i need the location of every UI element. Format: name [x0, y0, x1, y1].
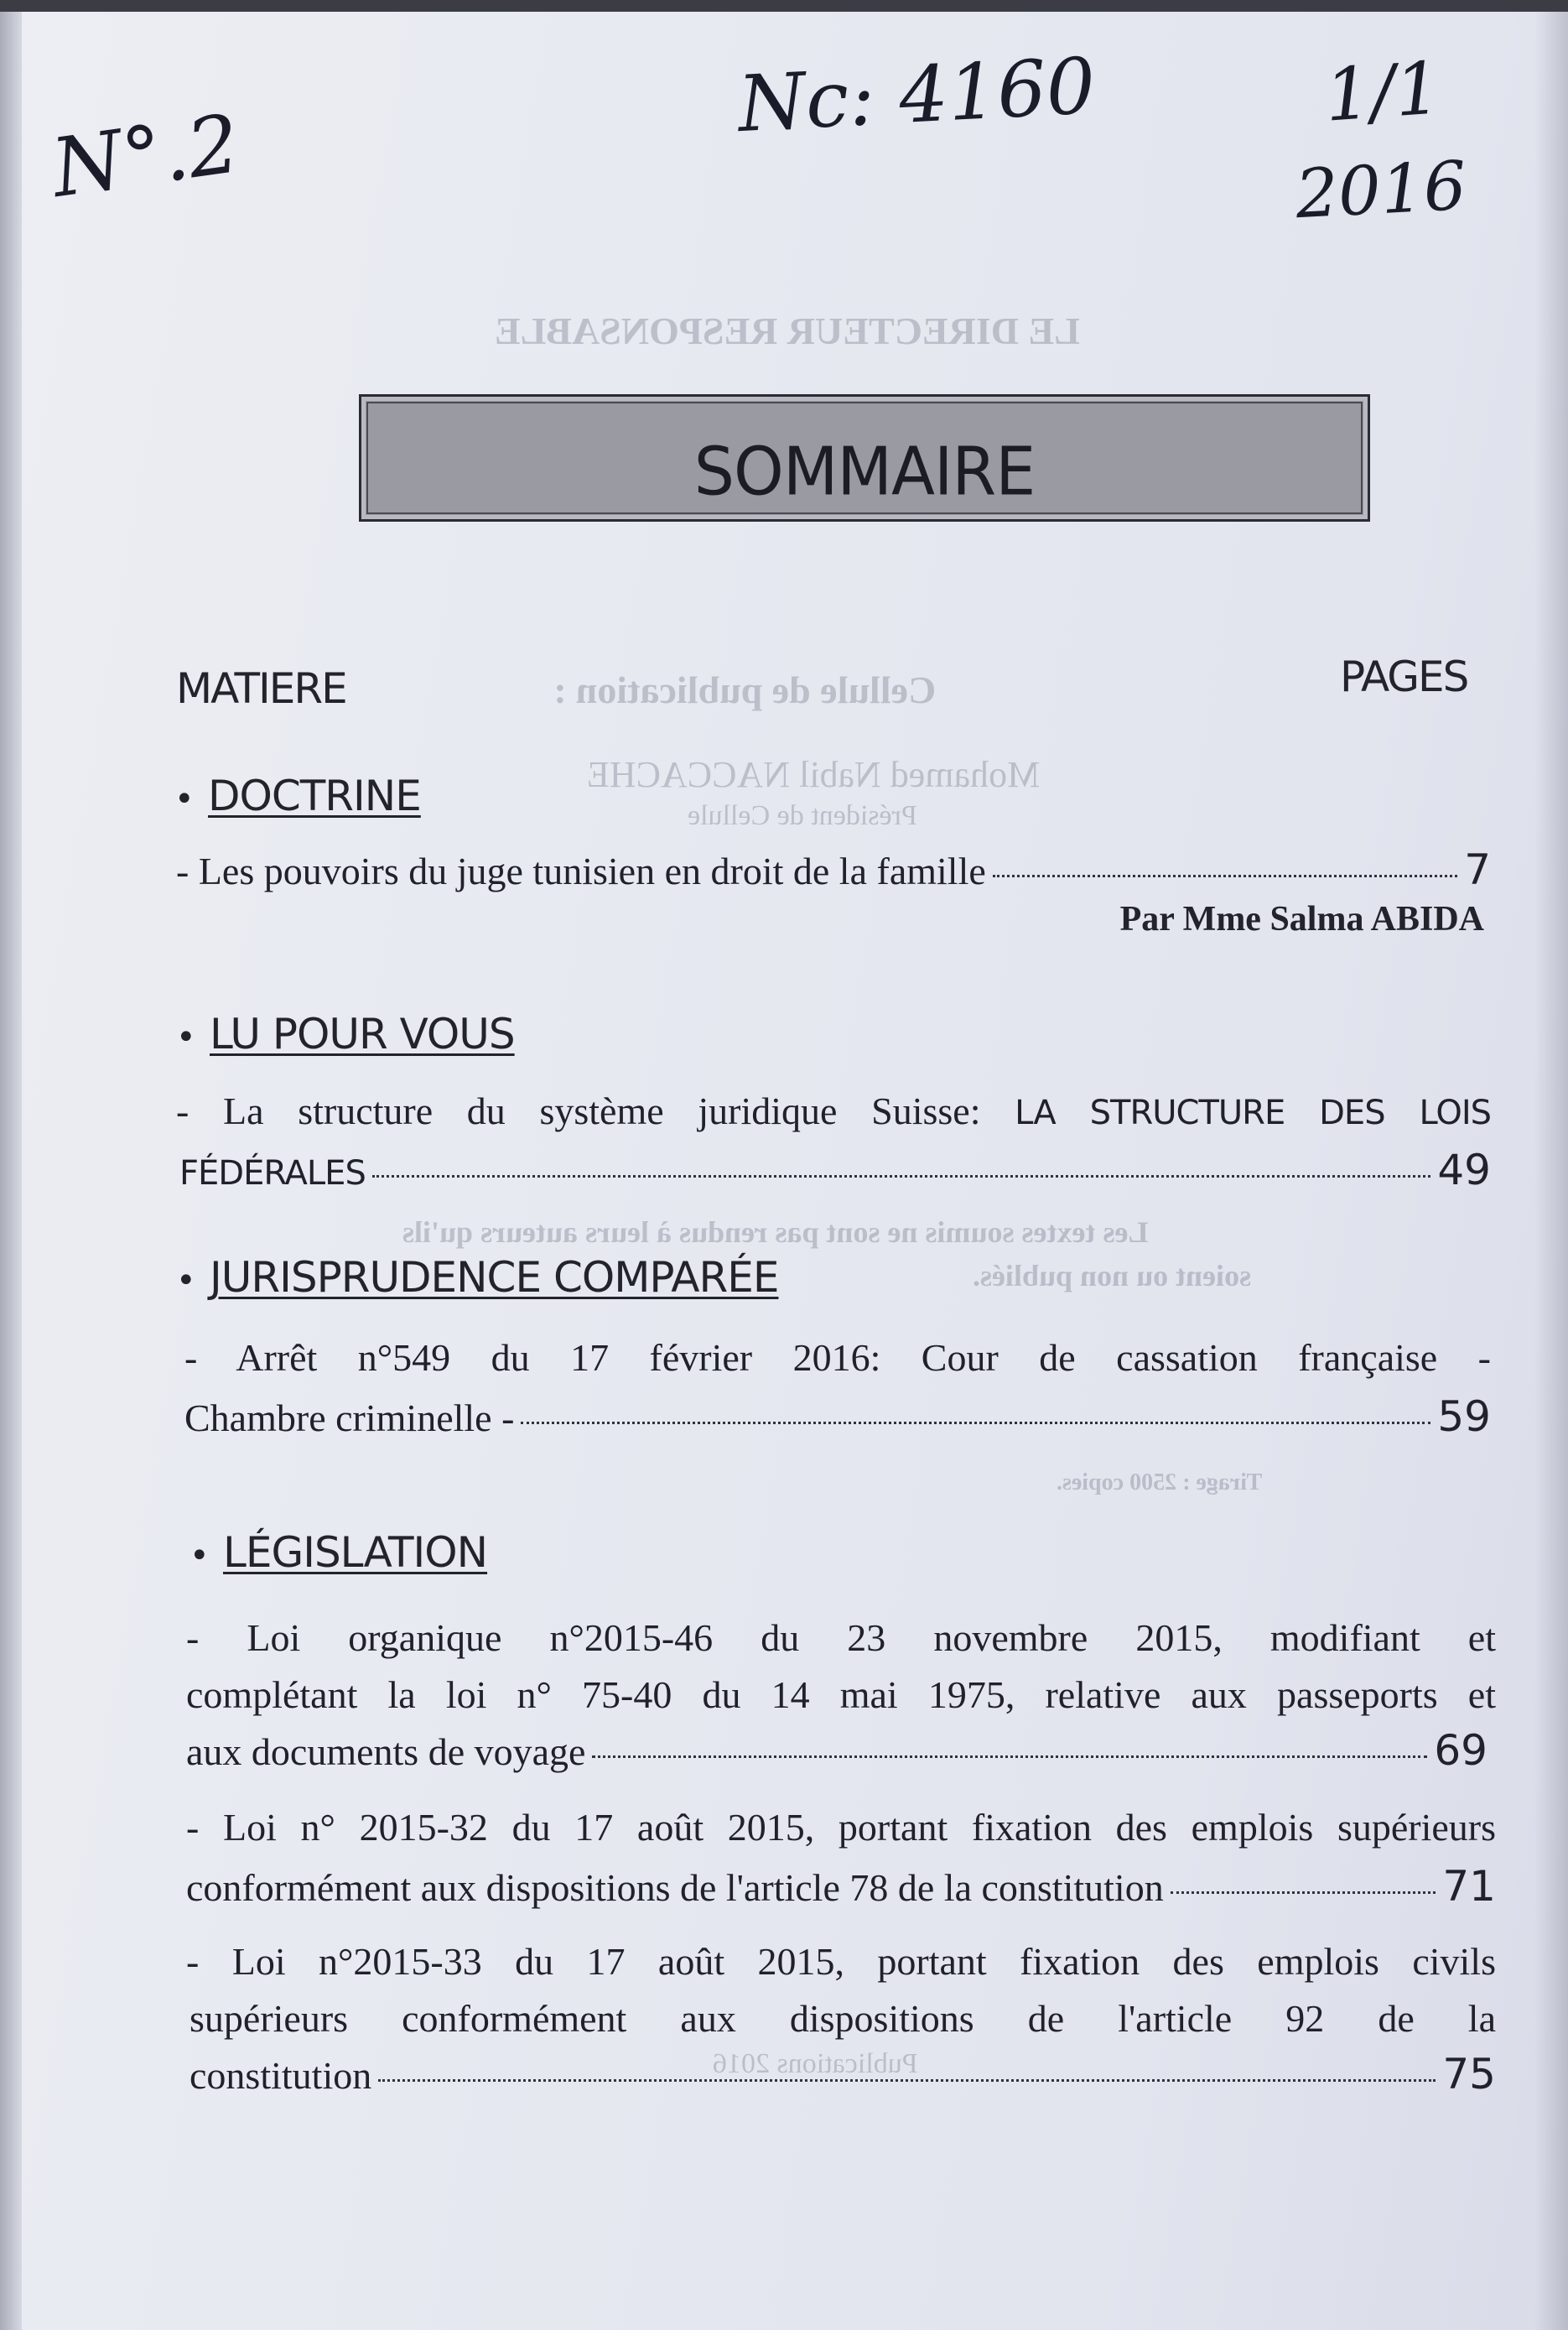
toc-page-number: 75 [1442, 2050, 1496, 2099]
dot-leader [1171, 1891, 1436, 1894]
handwritten-number: N°.2 [46, 96, 246, 216]
toc-entry [184, 1392, 1491, 1441]
section-heading: • LU POUR VOUS [176, 1010, 515, 1058]
bleed-through-text: Mohamed Nabil NACCACHE [587, 754, 1041, 795]
toc-page-number: 69 [1434, 1726, 1488, 1775]
bleed-through-text: Président de Cellule [688, 800, 917, 831]
handwritten-nc: Nc: 4160 [735, 40, 1098, 150]
dot-leader [592, 1755, 1427, 1758]
section-heading: • LÉGISLATION [190, 1528, 488, 1577]
toc-entry-line: supérieurs conformément aux dispositions de l'article 92 de la [190, 1997, 1496, 2040]
toc-entry-text: conformément aux dispositions de l'article 78 de la constitution [186, 1866, 1164, 1909]
dot-leader [993, 875, 1457, 877]
page-spine-shadow [0, 12, 22, 2330]
toc-entry-line: - Loi n°2015-33 du 17 août 2015, portant fixation des emplois civils [186, 1940, 1496, 1983]
bleed-through-text: Les textes soumis ne sont pas rendus à leurs auteurs qu'ils [402, 1215, 1149, 1249]
dot-leader [521, 1422, 1430, 1424]
toc-entry-line: complétant la loi n° 75-40 du 14 mai 1975, relative aux passeports et [186, 1673, 1496, 1716]
toc-entry-line: - Loi organique n°2015-46 du 23 novembre 2015, modifiant et [186, 1616, 1496, 1659]
toc-entry [186, 1862, 1496, 1911]
toc-page-number: 49 [1437, 1146, 1491, 1194]
page-title: SOMMAIRE [693, 431, 1036, 511]
bleed-through-text: Tirage : 2500 copies. [1057, 1469, 1263, 1495]
bleed-through-text: soient ou non publiés. [973, 1259, 1252, 1292]
toc-entry-text: constitution [190, 2054, 372, 2097]
toc-entry [176, 845, 1491, 894]
toc-entry-line: - Loi n° 2015-32 du 17 août 2015, portant fixation des emplois supérieurs [186, 1806, 1496, 1849]
bleed-through-text: LE DIRECTEUR RESPONSABLE [495, 309, 1080, 352]
toc-entry-text: aux documents de voyage [186, 1730, 586, 1773]
column-header-pages: PAGES [1340, 653, 1468, 701]
toc-entry [190, 2050, 1496, 2099]
toc-page-number: 71 [1442, 1862, 1496, 1911]
toc-entry [186, 1726, 1488, 1775]
page-edge-shadow [1534, 12, 1568, 2330]
toc-entry-line: - Arrêt n°549 du 17 février 2016: Cour de cassation française - [184, 1336, 1491, 1379]
handwritten-year: 2016 [1293, 146, 1468, 234]
toc-author: Par Mme Salma ABIDA [1119, 900, 1484, 939]
handwritten-day: 1/1 [1321, 46, 1444, 138]
scan-top-edge [0, 0, 1568, 12]
toc-entry [179, 1146, 1491, 1194]
dot-leader [378, 2079, 1436, 2082]
bleed-through-text: Publications 2016 [713, 2048, 918, 2079]
bleed-through-text: Cellule de publication : [553, 668, 937, 711]
title-box [359, 394, 1370, 522]
dot-leader [372, 1175, 1431, 1178]
column-header-matiere: MATIERE [176, 664, 346, 713]
section-heading: • JURISPRUDENCE COMPARÉE [176, 1253, 779, 1302]
toc-page-number: 59 [1437, 1392, 1491, 1441]
toc-entry-text: - Les pouvoirs du juge tunisien en droit de la famille [176, 850, 986, 892]
section-heading: • DOCTRINE [174, 772, 421, 820]
toc-entry-text: FÉDÉRALES [179, 1154, 366, 1193]
toc-entry-line: - La structure du système juridique Suisse: LA STRUCTURE DES LOIS [176, 1090, 1492, 1132]
toc-entry-text: Chambre criminelle - [184, 1396, 515, 1439]
toc-page-number: 7 [1464, 845, 1491, 894]
